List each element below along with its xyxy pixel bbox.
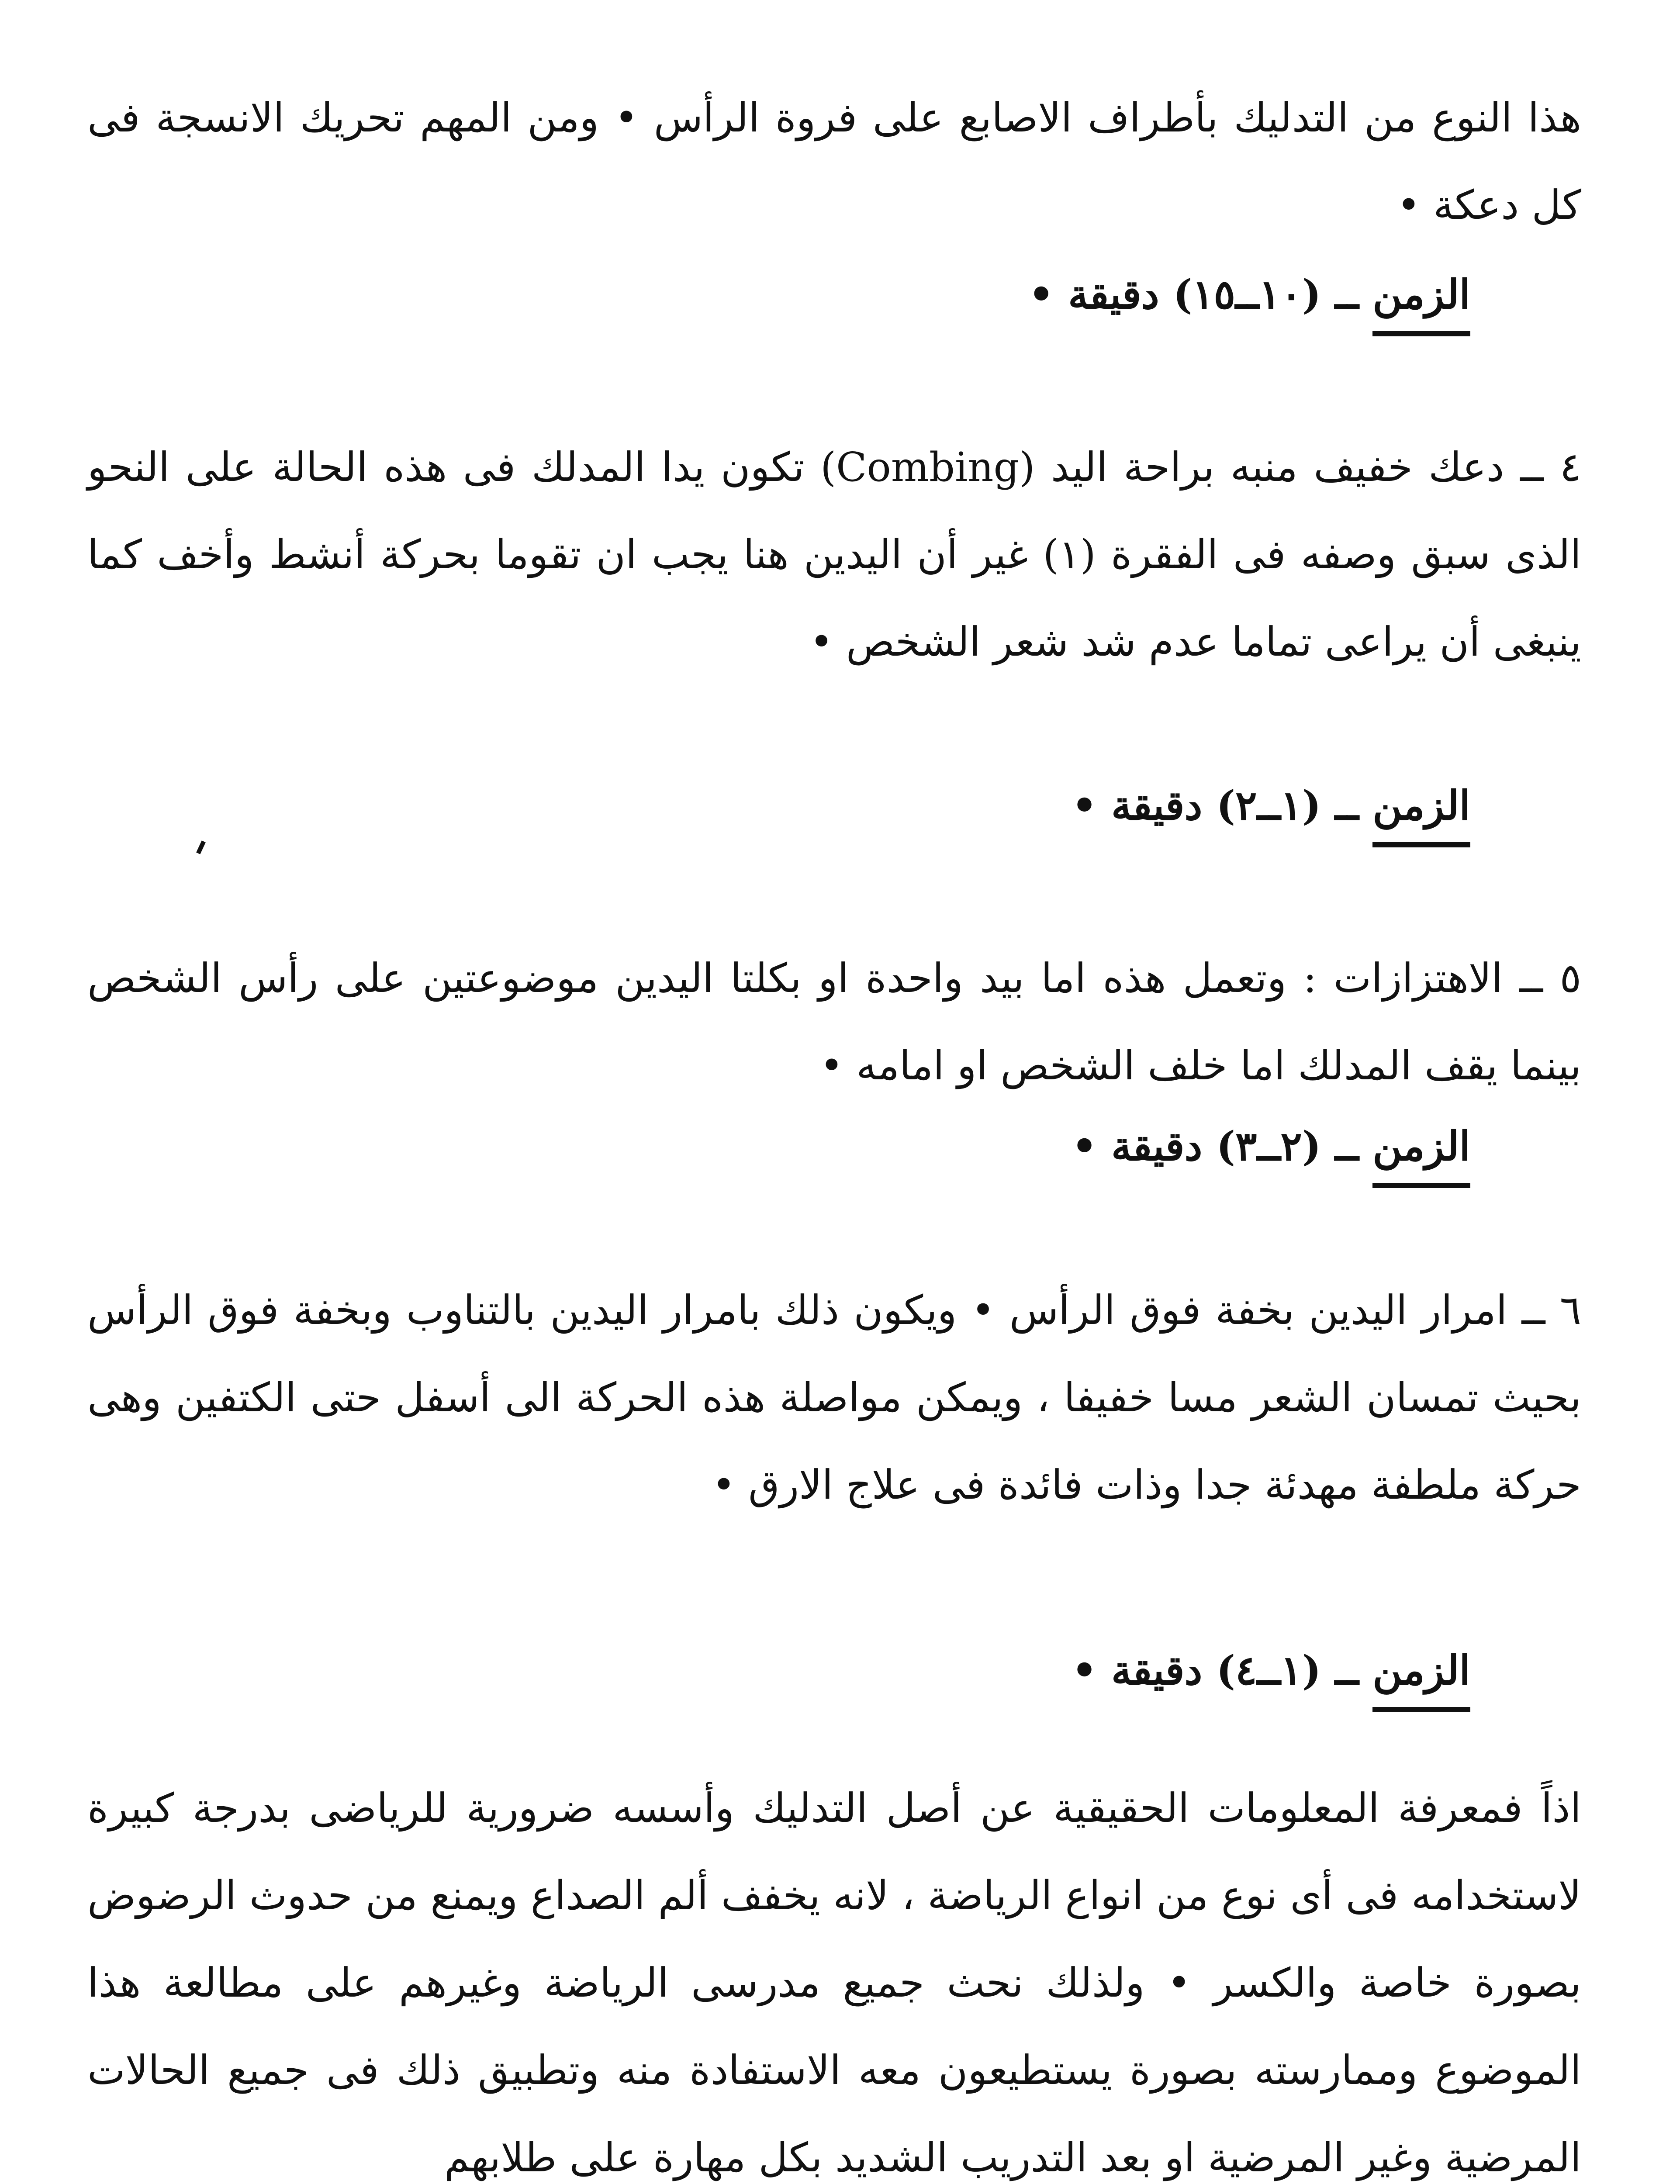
duration-line-1 bbox=[1028, 271, 1470, 336]
duration-label: الزمن bbox=[1372, 782, 1470, 847]
duration-line-3 bbox=[1072, 1123, 1470, 1188]
stray-ink-mark bbox=[196, 840, 206, 854]
duration-line-2 bbox=[1072, 782, 1470, 847]
duration-line-4 bbox=[1072, 1647, 1470, 1712]
duration-value: ــ (٢ــ٣) دقيقة • bbox=[1072, 1123, 1359, 1170]
paragraph-combing: ٤ ــ دعك خفيف منبه براحة اليد (Combing) تكون يدا المدلك فى هذه الحالة على النحو الذى سبق وصفه فى الفقرة (١) غير أن اليدين هنا يجب ان تقوما بحركة أنشط وأخف كما ينبغى أن يراعى تماما عدم شد شعر الشخص • bbox=[87, 444, 1581, 665]
duration-label: الزمن bbox=[1372, 271, 1470, 336]
duration-value: ــ (١٠ــ١٥) دقيقة • bbox=[1028, 271, 1359, 318]
duration-label: الزمن bbox=[1372, 1123, 1470, 1188]
duration-value: ــ (١ــ٤) دقيقة • bbox=[1072, 1647, 1359, 1694]
duration-label: الزمن bbox=[1372, 1647, 1470, 1712]
paragraph-conclusion: اذاً فمعرفة المعلومات الحقيقية عن أصل التدليك وأسسه ضرورية للرياضى بدرجة كبيرة لاستخدامه فى أى نوع من انواع الرياضة ، لانه يخفف ألم الصداع ويمنع من حدوث الرضوض بصورة خاصة والكسر • ولذلك نحث جميع مدرسى الرياضة وغيرهم على مطالعة هذا الموضوع وممارسته بصورة يستطيعون معه الاستفادة منه وتطبيق ذلك فى جميع الحالات المرضية وغير المرضية او بعد التدريب الشديد بكل مهارة على طلابهم bbox=[87, 1785, 1581, 2181]
paragraph-stroking: ٦ ــ امرار اليدين بخفة فوق الرأس • ويكون ذلك بامرار اليدين بالتناوب وبخفة فوق الرأس بحيث تمسان الشعر مسا خفيفا ، ويمكن مواصلة هذه الحركة الى أسفل حتى الكتفين وهى حركة ملطفة مهدئة جدا وذات فائدة فى علاج الارق • bbox=[87, 1287, 1581, 1508]
paragraph-vibrations: ٥ ــ الاهتزازات : وتعمل هذه اما بيد واحدة او بكلتا اليدين موضوعتين على رأس الشخص بينما يقف المدلك اما خلف الشخص او امامه • bbox=[87, 955, 1581, 1089]
paragraph-scalp-friction-end: هذا النوع من التدليك بأطراف الاصابع على فروة الرأس • ومن المهم تحريك الانسجة فى كل دعكة • bbox=[87, 94, 1581, 228]
duration-value: ــ (١ــ٢) دقيقة • bbox=[1072, 782, 1359, 829]
